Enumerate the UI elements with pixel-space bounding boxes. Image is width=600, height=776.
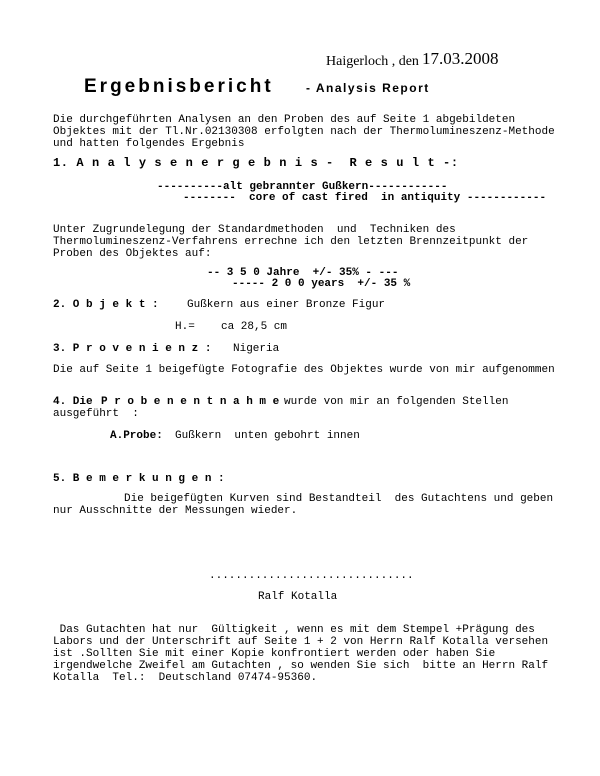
age-german: -- 3 5 0 Jahre +/- 35% - --- [207, 267, 399, 279]
section-1-text-line-1: Unter Zugrundelegung der Standardmethoden und Techniken des [53, 224, 456, 236]
signature-name: Ralf Kotalla [258, 591, 338, 603]
object-value: Gußkern aus einer Bronze Figur [187, 299, 386, 311]
section-5-heading: 5. B e m e r k u n g e n : [53, 473, 225, 485]
section-3-heading: 3. P r o v e n i e n z : [53, 343, 212, 355]
intro-line-2: Objektes mit der Tl.Nr.02130308 erfolgten nach der Thermolumineszenz-Methode [53, 126, 555, 138]
footer-line-5: Kotalla Tel.: Deutschland 07474-95360. [53, 672, 318, 684]
footer-line-2: Labors und der Unterschrift auf Seite 1 + 2 von Herrn Ralf Kotalla versehen [53, 636, 549, 648]
section-4-text-a: wurde von mir an folgenden Stellen [284, 396, 509, 408]
page-subtitle: - Analysis Report [306, 81, 430, 95]
result-english: -------- core of cast fired in antiquity ------------ [183, 192, 547, 204]
section-1-heading: 1. A n a l y s e n e r g e b n i s - R e s u l t -: [53, 156, 459, 170]
section-4-heading-prefix: 4. Die [53, 396, 93, 408]
section-5-line-2: nur Ausschnitte der Messungen wieder. [53, 505, 298, 517]
height-value: ca 28,5 cm [221, 321, 288, 333]
header-place: Haigerloch , den [326, 54, 419, 69]
footer-line-4: irgendwelche Zweifel am Gutachten , so wenden Sie sich bitte an Herrn Ralf [53, 660, 549, 672]
result-german: ----------alt gebrannter Gußkern------------ [157, 181, 448, 193]
intro-line-3: und hatten folgendes Ergebnis [53, 138, 245, 150]
section-4-heading: P r o b e n e n t n a h m e [101, 396, 280, 408]
provenance-value: Nigeria [233, 343, 280, 355]
probe-label: A.Probe: [110, 430, 163, 442]
section-2-heading: 2. O b j e k t : [53, 299, 159, 311]
page-title: Ergebnisbericht [84, 76, 274, 97]
probe-value: Gußkern unten gebohrt innen [175, 430, 360, 442]
footer-line-1: Das Gutachten hat nur Gültigkeit , wenn es mit dem Stempel +Prägung des [53, 624, 535, 636]
section-1-text-line-3: Proben des Objektes auf: [53, 248, 212, 260]
header-date: 17.03.2008 [422, 49, 499, 68]
section-3-text: Die auf Seite 1 beigefügte Fotografie des Objektes wurde von mir aufgenommen [53, 364, 555, 376]
section-1-text-line-2: Thermolumineszenz-Verfahrens errechne ich den letzten Brennzeitpunkt der [53, 236, 529, 248]
intro-line-1: Die durchgeführten Analysen an den Proben des auf Seite 1 abgebildeten [53, 114, 516, 126]
section-5-line-1: Die beigefügten Kurven sind Bestandteil des Gutachtens und geben [124, 493, 554, 505]
signature-line: ............................... [209, 570, 414, 582]
age-english: ----- 2 0 0 years +/- 35 % [232, 278, 411, 290]
height-label: H.= [175, 321, 195, 333]
section-4-text-b: ausgeführt : [53, 408, 139, 420]
footer-line-3: ist .Sollten Sie mit einer Kopie konfrontiert werden oder haben Sie [53, 648, 496, 660]
